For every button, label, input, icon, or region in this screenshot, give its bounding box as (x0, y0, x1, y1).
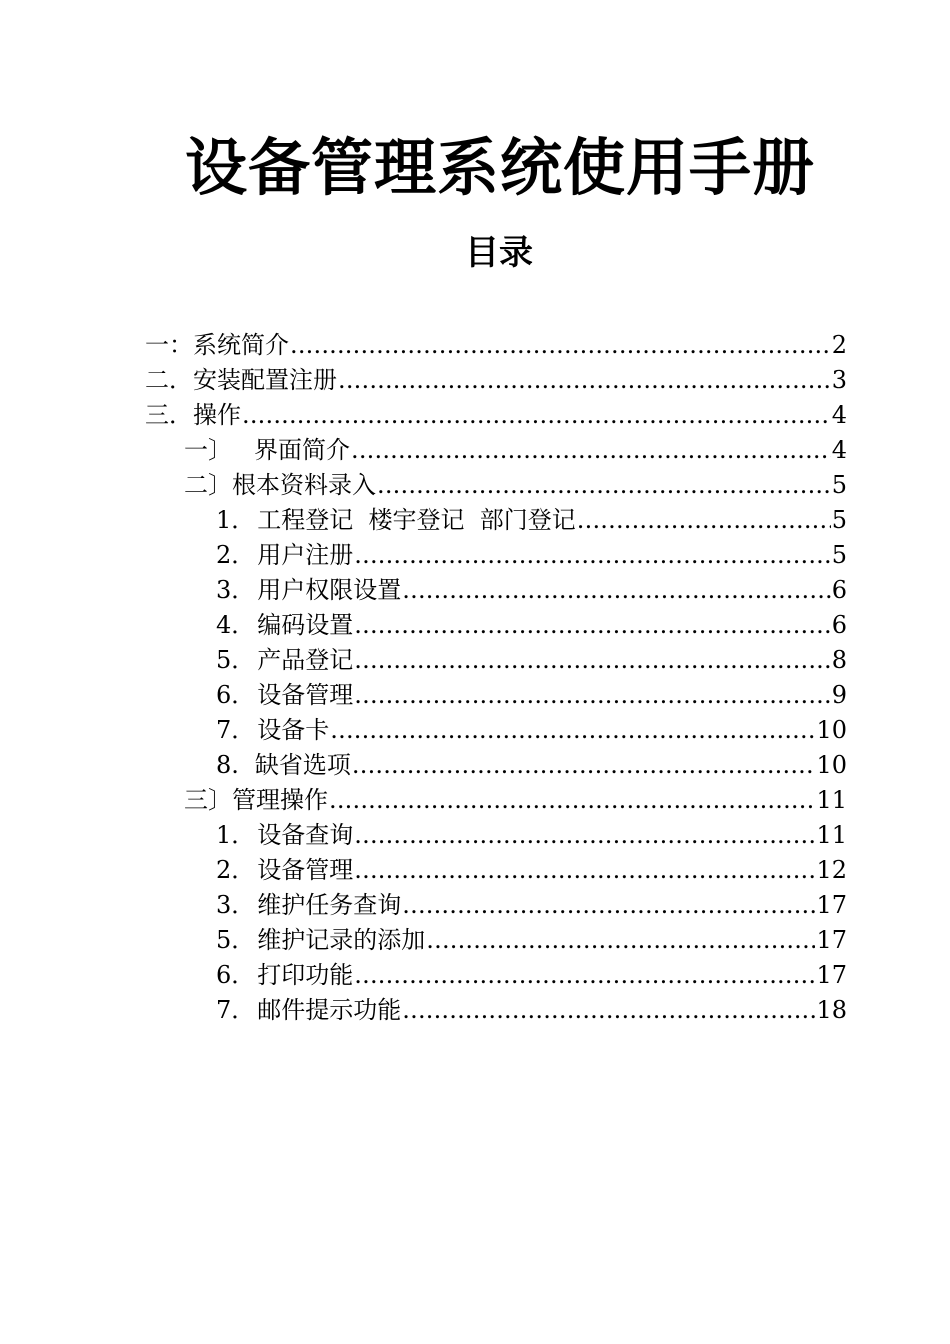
toc-page-number: 17 (816, 961, 847, 989)
toc-entry[interactable] (216, 500, 847, 535)
toc-dot-leader (351, 435, 831, 465)
toc-entry-number: 二． (145, 366, 193, 394)
toc-entry-title: 用户权限设置 (257, 576, 402, 604)
toc-dot-leader (354, 855, 815, 885)
toc-page-number: 18 (816, 996, 847, 1024)
toc-entry-title: 缺省选项 (254, 751, 351, 779)
toc-entry-title: 邮件提示功能 (257, 996, 402, 1024)
toc-page-number: 8 (831, 646, 847, 674)
toc-entry-title: 工程登记 楼宇登记 部门登记 (257, 506, 576, 534)
toc-entry[interactable] (216, 535, 847, 570)
toc-entry[interactable] (216, 605, 847, 640)
toc-entry[interactable] (216, 815, 847, 850)
toc-entry-number: 三〕 (184, 786, 232, 814)
toc-page-number: 17 (816, 891, 847, 919)
toc-entry-title: 维护任务查询 (257, 891, 402, 919)
toc-entry-number: 3． (216, 891, 256, 919)
toc-page-number: 10 (816, 751, 847, 779)
toc-entry-title: 设备查询 (257, 821, 354, 849)
toc-dot-leader (329, 785, 815, 815)
toc-entry-title: 界面简介 (254, 436, 350, 464)
toc-dot-leader (402, 890, 815, 920)
toc-entry[interactable] (145, 325, 847, 360)
toc-dot-leader (426, 925, 815, 955)
toc-entry-title: 设备管理 (257, 681, 354, 709)
toc-dot-leader (402, 995, 815, 1025)
toc-entry-number: 三． (145, 401, 193, 429)
toc-dot-leader (354, 680, 830, 710)
toc-entry[interactable] (216, 745, 847, 780)
toc-page-number: 11 (816, 821, 847, 849)
toc-entry[interactable] (184, 430, 847, 465)
toc-entry-number: 5． (216, 646, 256, 674)
toc-entry[interactable] (216, 570, 847, 605)
toc-dot-leader (354, 645, 830, 675)
toc-entry-title: 编码设置 (257, 611, 354, 639)
toc-dot-leader (354, 610, 830, 640)
toc-dot-leader (577, 505, 831, 535)
toc-dot-leader (352, 750, 816, 780)
document-title: 设备管理系统使用手册 (184, 131, 815, 204)
toc-entry-number: 6． (216, 961, 256, 989)
toc-entry[interactable] (184, 465, 847, 500)
toc-entry[interactable] (145, 360, 847, 395)
toc-entry[interactable] (216, 675, 847, 710)
toc-page-number: 9 (831, 681, 847, 709)
toc-entry-title: 产品登记 (257, 646, 354, 674)
toc-entry-number: 8. (216, 751, 239, 779)
toc-dot-leader (354, 960, 815, 990)
toc-page-number: 12 (816, 856, 847, 884)
toc-entry-number: 6． (216, 681, 256, 709)
toc-page-number: 17 (816, 926, 847, 954)
toc-dot-leader (377, 470, 831, 500)
toc-entry-title: 安装配置注册 (193, 366, 337, 394)
toc-entry-title: 维护记录的添加 (257, 926, 426, 954)
toc-entry-title: 设备管理 (257, 856, 354, 884)
toc-entry-number: 4． (216, 611, 256, 639)
toc-entry[interactable] (184, 780, 847, 815)
toc-page-number: 5 (831, 541, 847, 569)
toc-entry[interactable] (145, 395, 847, 430)
toc-dot-leader (354, 540, 830, 570)
toc-dot-leader (338, 365, 831, 395)
toc-page-number: 11 (816, 786, 847, 814)
toc-entry-number: 7． (216, 716, 256, 744)
toc-entry[interactable] (216, 990, 847, 1025)
toc-entry-title: 根本资料录入 (232, 471, 376, 499)
toc-entry-number: 一： (145, 331, 193, 359)
toc-page-number: 5 (831, 471, 847, 499)
toc-dot-leader (290, 330, 831, 360)
toc-entry-number: 2． (216, 541, 256, 569)
toc-dot-leader (242, 400, 831, 430)
toc-page-number: 4 (831, 401, 847, 429)
toc-page-number: 3 (831, 366, 847, 394)
toc-page-number: 6 (831, 576, 847, 604)
toc-entry[interactable] (216, 885, 847, 920)
toc-entry-number: 1． (216, 506, 256, 534)
toc-entry-title: 操作 (193, 401, 241, 429)
toc-entry[interactable] (216, 640, 847, 675)
toc-entry-title: 设备卡 (257, 716, 330, 744)
toc-page-number: 6 (831, 611, 847, 639)
toc-entry[interactable] (216, 920, 847, 955)
toc-entry[interactable] (216, 955, 847, 990)
toc-entry-title: 系统简介 (193, 331, 289, 359)
toc-entry-number: 1． (216, 821, 256, 849)
toc-page-number: 4 (831, 436, 847, 464)
toc-heading: 目录 (465, 233, 533, 273)
toc-entry-title: 打印功能 (257, 961, 354, 989)
toc-dot-leader (402, 575, 830, 605)
toc-page-number: 2 (831, 331, 847, 359)
toc-page-number: 10 (816, 716, 847, 744)
toc-entry[interactable] (216, 710, 847, 745)
toc-entry-title: 管理操作 (232, 786, 328, 814)
toc-entry-number: 7． (216, 996, 256, 1024)
toc-entry[interactable] (216, 850, 847, 885)
toc-page-number: 5 (831, 506, 847, 534)
toc-dot-leader (330, 715, 815, 745)
toc-entry-number: 二〕 (184, 471, 232, 499)
toc-entry-number: 2． (216, 856, 256, 884)
toc-entry-number: 3． (216, 576, 256, 604)
toc-entry-number: 5． (216, 926, 256, 954)
toc-entry-title: 用户注册 (257, 541, 354, 569)
toc-dot-leader (354, 820, 815, 850)
toc-entry-number: 一〕 (184, 436, 232, 464)
